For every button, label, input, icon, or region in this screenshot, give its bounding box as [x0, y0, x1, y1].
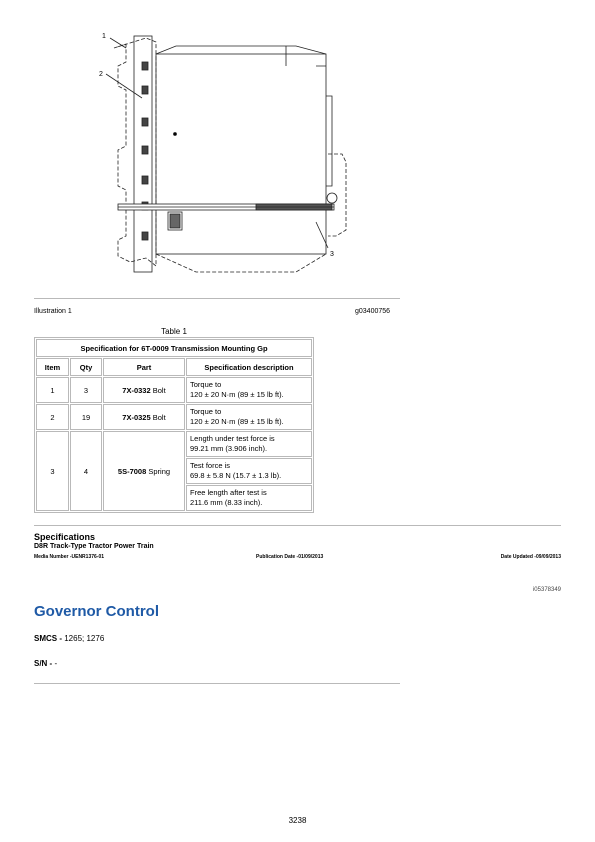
- graphic-id: g03400756: [355, 308, 391, 315]
- section-subtitle: D8R Track-Type Tractor Power Train: [34, 543, 154, 550]
- spec-label: Length under test force is: [190, 434, 275, 443]
- callout-1: 1: [102, 33, 106, 40]
- cell-qty: 19: [70, 404, 102, 430]
- part-number: 7X-0325: [122, 412, 151, 422]
- page-number: 3238: [288, 816, 307, 825]
- doc-id: i05378349: [532, 587, 561, 593]
- cell-spec: [186, 431, 312, 457]
- table-label: Table 1: [161, 327, 187, 336]
- spec-value: 211.6 mm (8.33 inch).: [190, 498, 263, 507]
- rule-top: [34, 298, 400, 299]
- spec-label: Test force is: [190, 461, 231, 470]
- part-name: Spring: [148, 466, 171, 476]
- cell-item: 3: [36, 431, 69, 511]
- col-header-item: Item: [36, 358, 69, 376]
- cell-qty: 3: [70, 377, 102, 403]
- spec-value: 69.8 ± 5.8 N (15.7 ± 1.3 lb).: [190, 471, 282, 480]
- spec-label: Torque to: [190, 407, 222, 416]
- part-name: Bolt: [152, 412, 166, 422]
- rule-section: [34, 525, 561, 526]
- cell-part: [103, 377, 185, 403]
- cell-item: 1: [36, 377, 69, 403]
- callout-3: 3: [330, 251, 334, 258]
- media-number: Media Number -UENR1376-01: [34, 554, 105, 560]
- spec-table: [34, 337, 314, 513]
- transmission-mounting-illustration: [96, 26, 356, 288]
- part-number: 7X-0332: [122, 385, 151, 395]
- cell-qty: 4: [70, 431, 102, 511]
- section-title: Specifications: [34, 532, 96, 542]
- col-header-spec: Specification description: [186, 358, 312, 376]
- spec-value: 120 ± 20 N·m (89 ± 15 lb ft).: [190, 417, 284, 426]
- table-row: [36, 404, 312, 430]
- cell-spec: [186, 485, 312, 511]
- rule-bottom: [34, 683, 400, 684]
- spec-label: Torque to: [190, 380, 222, 389]
- col-header-qty: Qty: [70, 358, 102, 376]
- cell-part: [103, 431, 185, 511]
- sn-line: [34, 659, 57, 668]
- illustration-caption: Illustration 1: [34, 308, 72, 315]
- cell-item: 2: [36, 404, 69, 430]
- page-title: Governor Control: [34, 603, 160, 620]
- cell-part: [103, 404, 185, 430]
- smcs-line: [34, 634, 104, 643]
- spec-value: 120 ± 20 N·m (89 ± 15 lb ft).: [190, 390, 284, 399]
- cell-spec: [186, 377, 312, 403]
- table-title: Specification for 6T-0009 Transmission Mounting Gp: [36, 339, 312, 357]
- smcs-value: 1265; 1276: [64, 634, 105, 643]
- cell-spec: [186, 458, 312, 484]
- part-number: 5S-7008: [117, 466, 147, 476]
- date-updated: Date Updated -09/09/2013: [500, 554, 561, 560]
- sn-value: -: [54, 659, 58, 668]
- spec-value: 99.21 mm (3.906 inch).: [190, 444, 268, 453]
- col-header-part: Part: [103, 358, 185, 376]
- part-name: Bolt: [152, 385, 166, 395]
- smcs-label: SMCS -: [34, 634, 62, 643]
- callout-2: 2: [99, 71, 103, 78]
- table-row: [36, 431, 312, 457]
- table-row: [36, 377, 312, 403]
- cell-spec: [186, 404, 312, 430]
- publication-date: Publication Date -01/09/2013: [256, 554, 324, 560]
- spec-label: Free length after test is: [190, 488, 267, 497]
- sn-label: S/N -: [34, 659, 53, 668]
